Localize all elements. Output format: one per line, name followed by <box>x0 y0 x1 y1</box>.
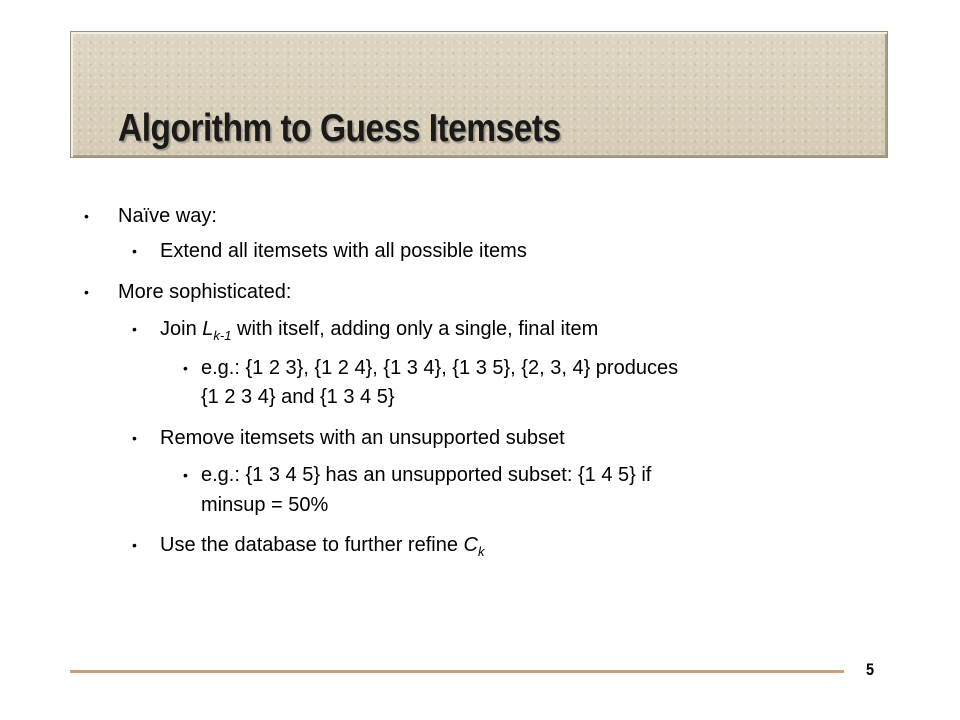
bullet-refine <box>160 532 484 565</box>
bullet-join-example-line1: e.g.: {1 2 3}, {1 2 4}, {1 3 4}, {1 3 5}, {2, 3, 4} produces <box>201 357 679 379</box>
refine-subscript: k <box>477 544 485 559</box>
join-prefix: Join <box>160 318 203 340</box>
bullet-dot: • <box>132 243 137 259</box>
join-suffix: with itself, adding only a single, final item <box>231 318 599 340</box>
bullet-dot: • <box>84 284 89 300</box>
bullet-dot: • <box>132 537 137 553</box>
bullet-more-sophisticated: More sophisticated: <box>118 281 292 303</box>
bullet-remove-itemsets: Remove itemsets with an unsupported subset <box>160 427 565 449</box>
bullet-dot: • <box>183 467 188 483</box>
bullet-join-example-line2: {1 2 3 4} and {1 3 4 5} <box>201 386 395 408</box>
bullet-dot: • <box>183 360 188 376</box>
bullet-join <box>160 316 598 349</box>
bullet-dot: • <box>132 321 137 337</box>
join-subscript: k-1 <box>213 328 232 343</box>
join-variable: L <box>202 318 214 340</box>
bullet-naive-way: Naïve way: <box>118 205 217 227</box>
bullet-remove-example-line2: minsup = 50% <box>201 494 329 516</box>
refine-variable: C <box>463 534 478 556</box>
bullet-extend-itemsets: Extend all itemsets with all possible items <box>160 240 527 262</box>
refine-prefix: Use the database to further refine <box>160 534 464 556</box>
slide-title: Algorithm to Guess Itemsets <box>118 107 561 150</box>
page-number: 5 <box>866 660 875 679</box>
bullet-dot: • <box>132 430 137 446</box>
bullet-dot: • <box>84 208 89 224</box>
footer-divider <box>70 670 844 673</box>
bullet-remove-example-line1: e.g.: {1 3 4 5} has an unsupported subset: {1 4 5} if <box>201 464 652 486</box>
